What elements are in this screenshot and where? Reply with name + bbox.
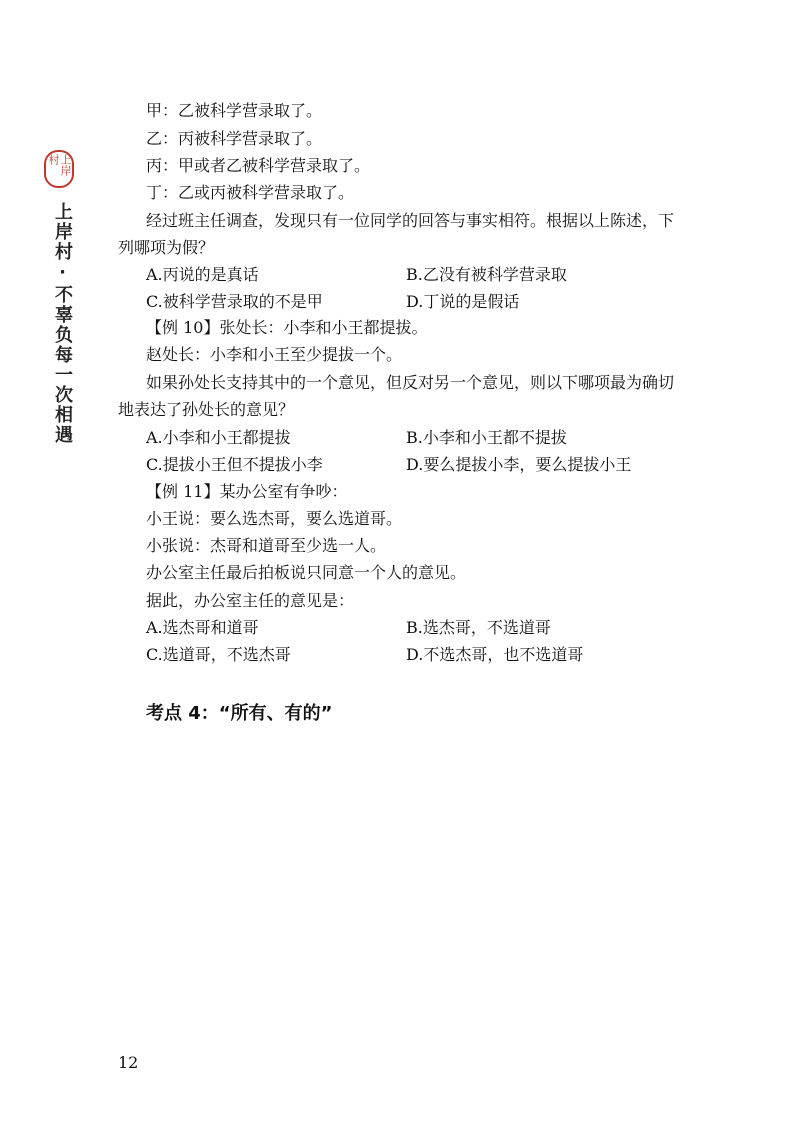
question-stem-line2: 列哪项为假？ [118, 238, 215, 257]
example-10-title: 【例 10】张处长：小李和小王都提拔。 [146, 318, 428, 337]
example-10-option-c: C.提拔小王但不提拔小李 [146, 455, 323, 474]
statement-jia: 甲：乙被科学营录取了。 [146, 101, 323, 120]
example-10-line3: 如果孙处长支持其中的一个意见，但反对另一个意见，则以下哪项最为确切 [146, 373, 675, 392]
example-11-option-d: D.不选杰哥，也不选道哥 [406, 645, 584, 664]
section-heading: 考点 4：“所有、有的” [146, 703, 333, 724]
example-11-line4: 办公室主任最后拍板说只同意一个人的意见。 [146, 563, 467, 582]
option-b: B.乙没有被科学营录取 [406, 265, 567, 284]
seal-logo: 上岸村 [44, 150, 74, 188]
option-a: A.丙说的是真话 [146, 265, 259, 284]
example-10-option-b: B.小李和小王都不提拔 [406, 428, 567, 447]
example-11-title: 【例 11】某办公室有争吵： [146, 482, 348, 501]
option-d: D.丁说的是假话 [406, 292, 520, 311]
example-11-option-b: B.选杰哥，不选道哥 [406, 618, 551, 637]
statement-yi: 乙：丙被科学营录取了。 [146, 129, 323, 148]
statement-ding: 丁：乙或丙被科学营录取了。 [146, 183, 355, 202]
page-number: 12 [118, 1053, 139, 1072]
example-11-line5: 据此，办公室主任的意见是： [146, 591, 355, 610]
example-10-line4: 地表达了孙处长的意见？ [118, 400, 295, 419]
statement-bing: 丙：甲或者乙被科学营录取了。 [146, 156, 371, 175]
example-10-line2: 赵处长：小李和小王至少提拔一个。 [146, 345, 403, 364]
option-c: C.被科学营录取的不是甲 [146, 292, 323, 311]
example-11-option-a: A.选杰哥和道哥 [146, 618, 259, 637]
example-11-option-c: C.选道哥，不选杰哥 [146, 645, 291, 664]
example-10-option-a: A.小李和小王都提拔 [146, 428, 291, 447]
example-11-line2: 小王说：要么选杰哥，要么选道哥。 [146, 509, 403, 528]
brand-slogan: 上岸村·不辜负每一次相遇 [52, 202, 73, 445]
example-11-line3: 小张说：杰哥和道哥至少选一人。 [146, 536, 387, 555]
example-10-option-d: D.要么提拔小李，要么提拔小王 [406, 455, 632, 474]
brand-sidebar [42, 150, 76, 445]
question-stem-line1: 经过班主任调查，发现只有一位同学的回答与事实相符。根据以上陈述，下 [146, 211, 675, 230]
